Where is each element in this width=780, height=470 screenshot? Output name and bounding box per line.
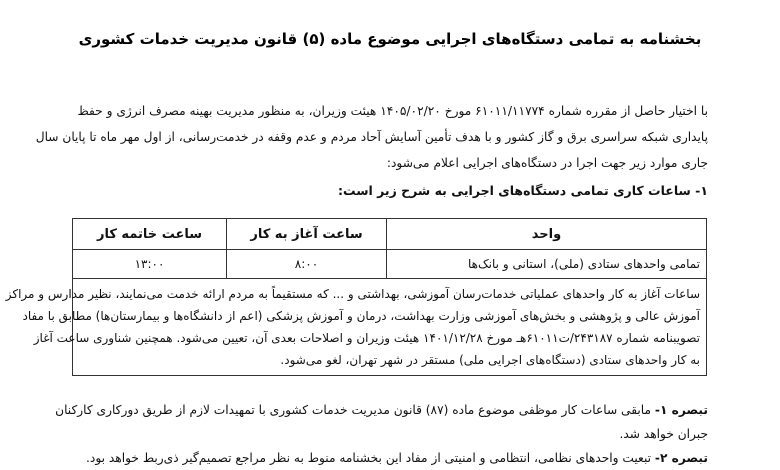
note-line: به کار واحدهای ستادی (دستگاه‌های اجرایی ملی) مستقر در شهر تهران، لغو می‌شود. <box>280 353 700 367</box>
table-note-row <box>73 279 707 376</box>
intro-line: جاری موارد زیر جهت اجرا در دستگاه‌های اجرایی اعلام می‌شود: <box>386 156 708 170</box>
table-row <box>73 250 707 279</box>
tabsare-2-text: تبعیت واحدهای نظامی، انتظامی و امنیتی از مفاد این بخشنامه منوط به نظر مراجع تصمیم‌گیر ذی‌ربط خواهد بود. <box>86 451 652 465</box>
header-unit: واحد <box>387 219 707 250</box>
note-line: تصویبنامه شماره ۲۴۳۱۸۷/ت۶۱۰۱۱هـ مورخ ۱۴۰۱/۱۲/۲۸ هیئت وزیران و اصلاحات بعدی آن، تعیین می‌شود. همچنین شناوری ساعت آغاز <box>33 331 700 345</box>
header-end-time: ساعت خاتمه کار <box>73 219 227 250</box>
intro-paragraph <box>35 98 708 176</box>
intro-line: با اختیار حاصل از مقرره شماره ۶۱۰۱۱/۱۱۷۷۴ مورخ ۱۴۰۵/۰۲/۲۰ هیئت وزیران، به منظور مدیریت بهینه مصرف انرژی و حفظ <box>77 104 708 118</box>
cell-end-time: ۱۳:۰۰ <box>73 250 227 279</box>
intro-line: پایداری شبکه سراسری برق و گاز کشور و با هدف تأمین آسایش آحاد مردم و عدم وقفه در خدمت‌رسانی، از اول مهر ماه تا پایان سال <box>35 130 708 144</box>
cell-start-time: ۸:۰۰ <box>227 250 387 279</box>
tabsare-1-continuation: جبران خواهد شد. <box>619 427 708 441</box>
tabsare-1 <box>55 398 708 446</box>
header-start-time: ساعت آغاز به کار <box>227 219 387 250</box>
document-title: بخشنامه به تمامی دستگاه‌های اجرایی موضوع ماده (۵) قانون مدیریت خدمات کشوری <box>78 30 702 48</box>
cell-unit: تمامی واحدهای ستادی (ملی)، استانی و بانک‌ها <box>387 250 707 279</box>
tabsare-2-label: تبصره ۲- <box>654 451 708 465</box>
table-note <box>5 279 707 376</box>
tabsare-2-line <box>72 446 708 470</box>
tabsare-1-label: تبصره ۱- <box>654 403 708 417</box>
working-hours-table <box>5 218 707 376</box>
tabsare-1-text: مابقی ساعات کار موظفی موضوع ماده (۸۷) قانون مدیریت خدمات کشوری با تمهیدات لازم از طریق دورکاری کارکنان <box>55 403 652 417</box>
tabsare-1-line <box>55 398 708 422</box>
item-1-heading: ۱- ساعات کاری تمامی دستگاه‌های اجرایی به شرح زیر است: <box>337 183 708 198</box>
note-line: ساعات آغاز به کار واحدهای عملیاتی خدمات‌رسان آموزشی، بهداشتی و ... که مستقیماً به مردم ارائه خدمت می‌نمایند، نظیر مدارس و مراکز <box>5 287 700 301</box>
tabsare-2 <box>72 446 708 470</box>
note-line: آموزش عالی و پژوهشی و بخش‌های آموزشی وزارت بهداشت، درمان و آموزش پزشکی (اعم از دانشگاه‌ها و بیمارستان‌ها) مطابق با مفاد <box>22 309 700 323</box>
table-header-row <box>73 219 707 250</box>
